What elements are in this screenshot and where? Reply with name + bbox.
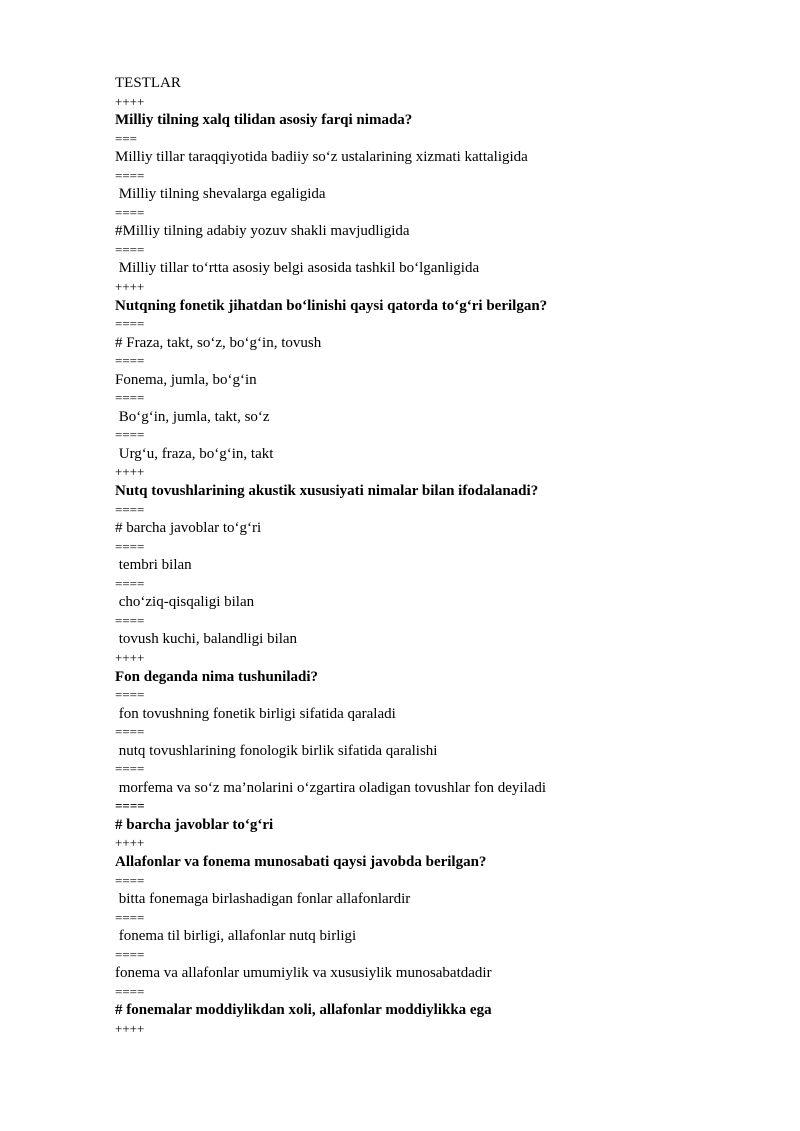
separator-marker: ==== — [115, 316, 145, 332]
separator-marker: ==== — [115, 204, 145, 220]
question-text: Fon deganda nima tushuniladi? — [115, 668, 318, 685]
separator-marker: ++++ — [115, 1020, 145, 1036]
separator-marker: ==== — [115, 798, 145, 814]
question-text: Milliy tilning xalq tilidan asosiy farqi nimada? — [115, 112, 413, 129]
answer-option: fonema va allafonlar umumiylik va xususiylik munosabatdadir — [115, 965, 492, 982]
answer-option: fon tovushning fonetik birligi sifatida qaraladi — [115, 705, 396, 722]
question-text: Allafonlar va fonema munosabati qaysi javobda berilgan? — [115, 853, 487, 870]
answer-option: Milliy tillar taraqqiyotida badiiy so‘z ustalarining xizmati kattaligida — [115, 149, 528, 166]
separator-marker: ==== — [115, 390, 145, 406]
separator-marker: ++++ — [115, 279, 145, 295]
document-page — [115, 74, 775, 1038]
separator-marker: ==== — [115, 909, 145, 925]
answer-option: fonema til birligi, allafonlar nutq birligi — [115, 928, 357, 945]
answer-option: tembri bilan — [115, 557, 192, 574]
separator-marker: ==== — [115, 501, 145, 517]
separator-marker: ==== — [115, 761, 145, 777]
separator-marker: ==== — [115, 427, 145, 443]
answer-option: # Fraza, takt, so‘z, bo‘g‘in, tovush — [115, 334, 322, 351]
separator-marker: ==== — [115, 946, 145, 962]
answer-option: # barcha javoblar to‘g‘ri — [115, 520, 262, 537]
separator-marker: ==== — [115, 538, 145, 554]
answer-option: Fonema, jumla, bo‘g‘in — [115, 371, 257, 388]
question-text: Nutqning fonetik jihatdan bo‘linishi qaysi qatorda to‘g‘ri berilgan? — [115, 297, 548, 314]
answer-option: Urg‘u, fraza, bo‘g‘in, takt — [115, 445, 274, 462]
answer-option: # fonemalar moddiylikdan xoli, allafonlar moddiylikka ega — [115, 1002, 492, 1019]
separator-marker: === — [115, 130, 137, 146]
answer-option: bitta fonemaga birlashadigan fonlar allafonlardir — [115, 891, 411, 908]
answer-option: Milliy tilning shevalarga egaligida — [115, 186, 326, 203]
separator-marker: ==== — [115, 687, 145, 703]
separator-marker: ++++ — [115, 464, 145, 480]
answer-option: tovush kuchi, balandligi bilan — [115, 631, 298, 648]
separator-marker: ==== — [115, 353, 145, 369]
answer-option: nutq tovushlarining fonologik birlik sifatida qaralishi — [115, 742, 438, 759]
separator-marker: ==== — [115, 872, 145, 888]
separator-marker: ==== — [115, 612, 145, 628]
separator-marker: ==== — [115, 241, 145, 257]
separator-marker: ++++ — [115, 649, 145, 665]
separator-marker: ==== — [115, 724, 145, 740]
answer-option: morfema va so‘z ma’nolarini o‘zgartira oladigan tovushlar fon deyiladi — [115, 779, 547, 796]
answer-option: #Milliy tilning adabiy yozuv shakli mavjudligida — [115, 223, 410, 240]
document-title: TESTLAR — [115, 75, 181, 91]
separator-marker: ==== — [115, 575, 145, 591]
separator-marker: ==== — [115, 983, 145, 999]
answer-option: Bo‘g‘in, jumla, takt, so‘z — [115, 408, 270, 425]
question-text: Nutq tovushlarining akustik xususiyati nimalar bilan ifodalanadi? — [115, 483, 539, 500]
separator-marker: ++++ — [115, 835, 145, 851]
separator-marker: ==== — [115, 167, 145, 183]
answer-option: cho‘ziq-qisqaligi bilan — [115, 594, 255, 611]
answer-option: # barcha javoblar to‘g‘ri — [115, 816, 274, 833]
answer-option: Milliy tillar to‘rtta asosiy belgi asosida tashkil bo‘lganligida — [115, 260, 480, 277]
separator-marker: ++++ — [115, 93, 145, 109]
